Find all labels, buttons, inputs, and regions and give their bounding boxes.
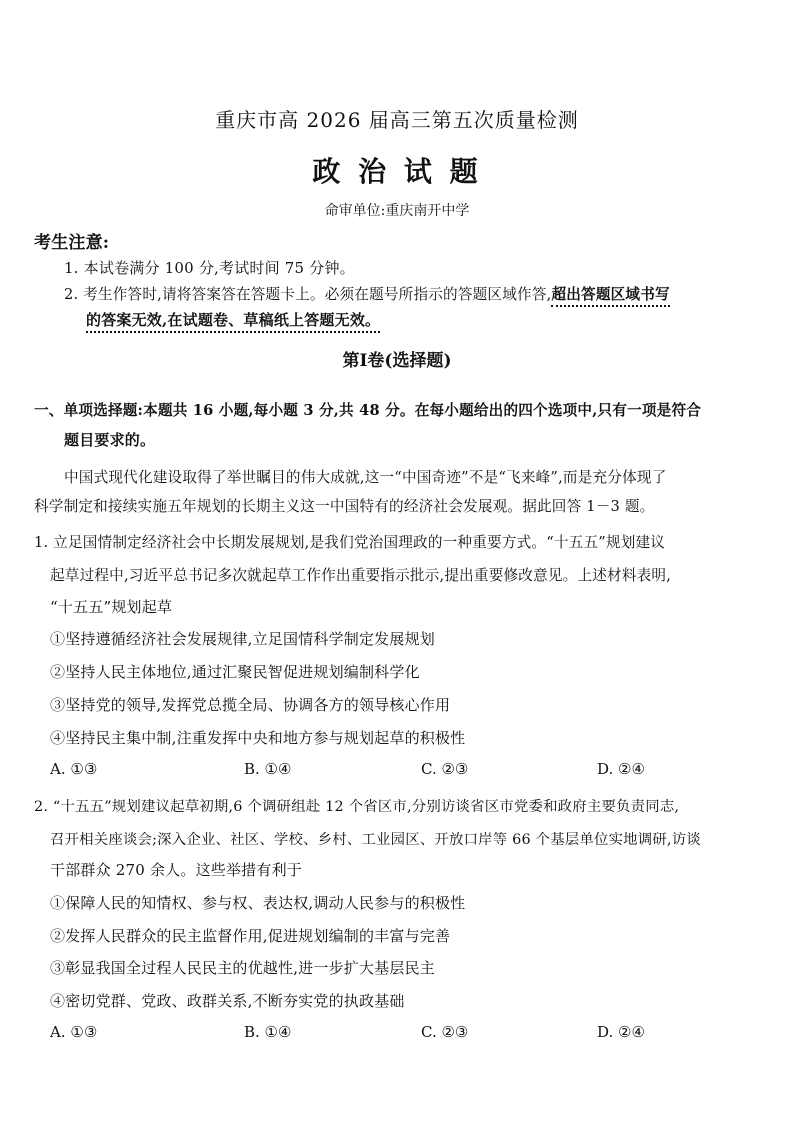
q2-option-a: A. ①③ [50, 1023, 98, 1041]
q1-item-4: ④坚持民主集中制,注重发挥中央和地方参与规划起草的积极性 [50, 729, 466, 747]
section-instructions: 一、单项选择题:本题共 16 小题,每小题 3 分,共 48 分。在每小题给出的四个选项中,只有一项是符合 [34, 402, 702, 419]
q2-item-4: ④密切党群、党政、政群关系,不断夯实党的执政基础 [50, 992, 405, 1010]
notice-heading: 考生注意: [34, 233, 110, 253]
q2-option-b: B. ①④ [244, 1023, 292, 1041]
q1-item-3: ③坚持党的领导,发挥党总揽全局、协调各方的领导核心作用 [50, 696, 451, 714]
q2-option-c: C. ②③ [421, 1023, 469, 1041]
q1-stem-2: 起草过程中,习近平总书记多次就起草工作作出重要指示批示,提出重要修改意见。上述材料表明, [50, 567, 672, 584]
q2-stem-1: 2. “十五五”规划建议起草初期,6 个调研组赴 12 个省区市,分别访谈省区市党委和政府主要负责同志, [34, 799, 680, 815]
q2-stem-2: 召开相关座谈会;深入企业、社区、学校、乡村、工业园区、开放口岸等 66 个基层单位实地调研,访谈 [50, 832, 701, 848]
notice-item-2-emphasis: 超出答题区域书写 [551, 286, 669, 307]
notice-item-2-emphasis-cont: 的答案无效,在试题卷、草稿纸上答题无效。 [86, 311, 380, 333]
section-title: 第Ⅰ卷(选择题) [342, 351, 452, 371]
notice-item-2-text: 2. 考生作答时,请将答案答在答题卡上。必须在题号所指示的答题区域作答, [64, 286, 552, 303]
q2-option-d: D. ②④ [597, 1023, 645, 1041]
passage-line-1: 中国式现代化建设取得了举世瞩目的伟大成就,这一“中国奇迹”不是“飞来峰”,而是充分体现了 [64, 469, 667, 486]
q1-item-2: ②坚持人民主体地位,通过汇聚民智促进规划编制科学化 [50, 663, 420, 681]
q1-option-a: A. ①③ [50, 760, 98, 778]
q2-item-1: ①保障人民的知情权、参与权、表达权,调动人民参与的积极性 [50, 894, 466, 912]
q1-item-1: ①坚持遵循经济社会发展规律,立足国情科学制定发展规划 [50, 630, 435, 648]
passage-line-2: 科学制定和接续实施五年规划的长期主义这一中国特有的经济社会发展观。据此回答 1－3 题。 [34, 498, 655, 515]
author-line: 命审单位:重庆南开中学 [324, 203, 470, 219]
q1-option-c: C. ②③ [421, 760, 469, 778]
notice-item-2-continued [86, 309, 380, 330]
q1-option-d: D. ②④ [597, 760, 645, 778]
q1-stem-3: “十五五”规划起草 [50, 598, 173, 616]
notice-item-1: 1. 本试卷满分 100 分,考试时间 75 分钟。 [64, 259, 355, 277]
q2-stem-3: 干部群众 270 余人。这些举措有利于 [50, 861, 302, 879]
subject-title: 政 治 试 题 [312, 155, 482, 188]
q1-option-b: B. ①④ [244, 760, 292, 778]
q1-stem-1: 1. 立足国情制定经济社会中长期发展规划,是我们党治国理政的一种重要方式。“十五五”规划建议 [34, 534, 666, 551]
q2-item-3: ③彰显我国全过程人民民主的优越性,进一步扩大基层民主 [50, 959, 435, 977]
section-instructions-cont: 题目要求的。 [64, 431, 156, 449]
exam-title: 重庆市高 2026 届高三第五次质量检测 [215, 108, 579, 132]
notice-item-2 [64, 283, 670, 304]
q2-item-2: ②发挥人民群众的民主监督作用,促进规划编制的丰富与完善 [50, 927, 451, 945]
